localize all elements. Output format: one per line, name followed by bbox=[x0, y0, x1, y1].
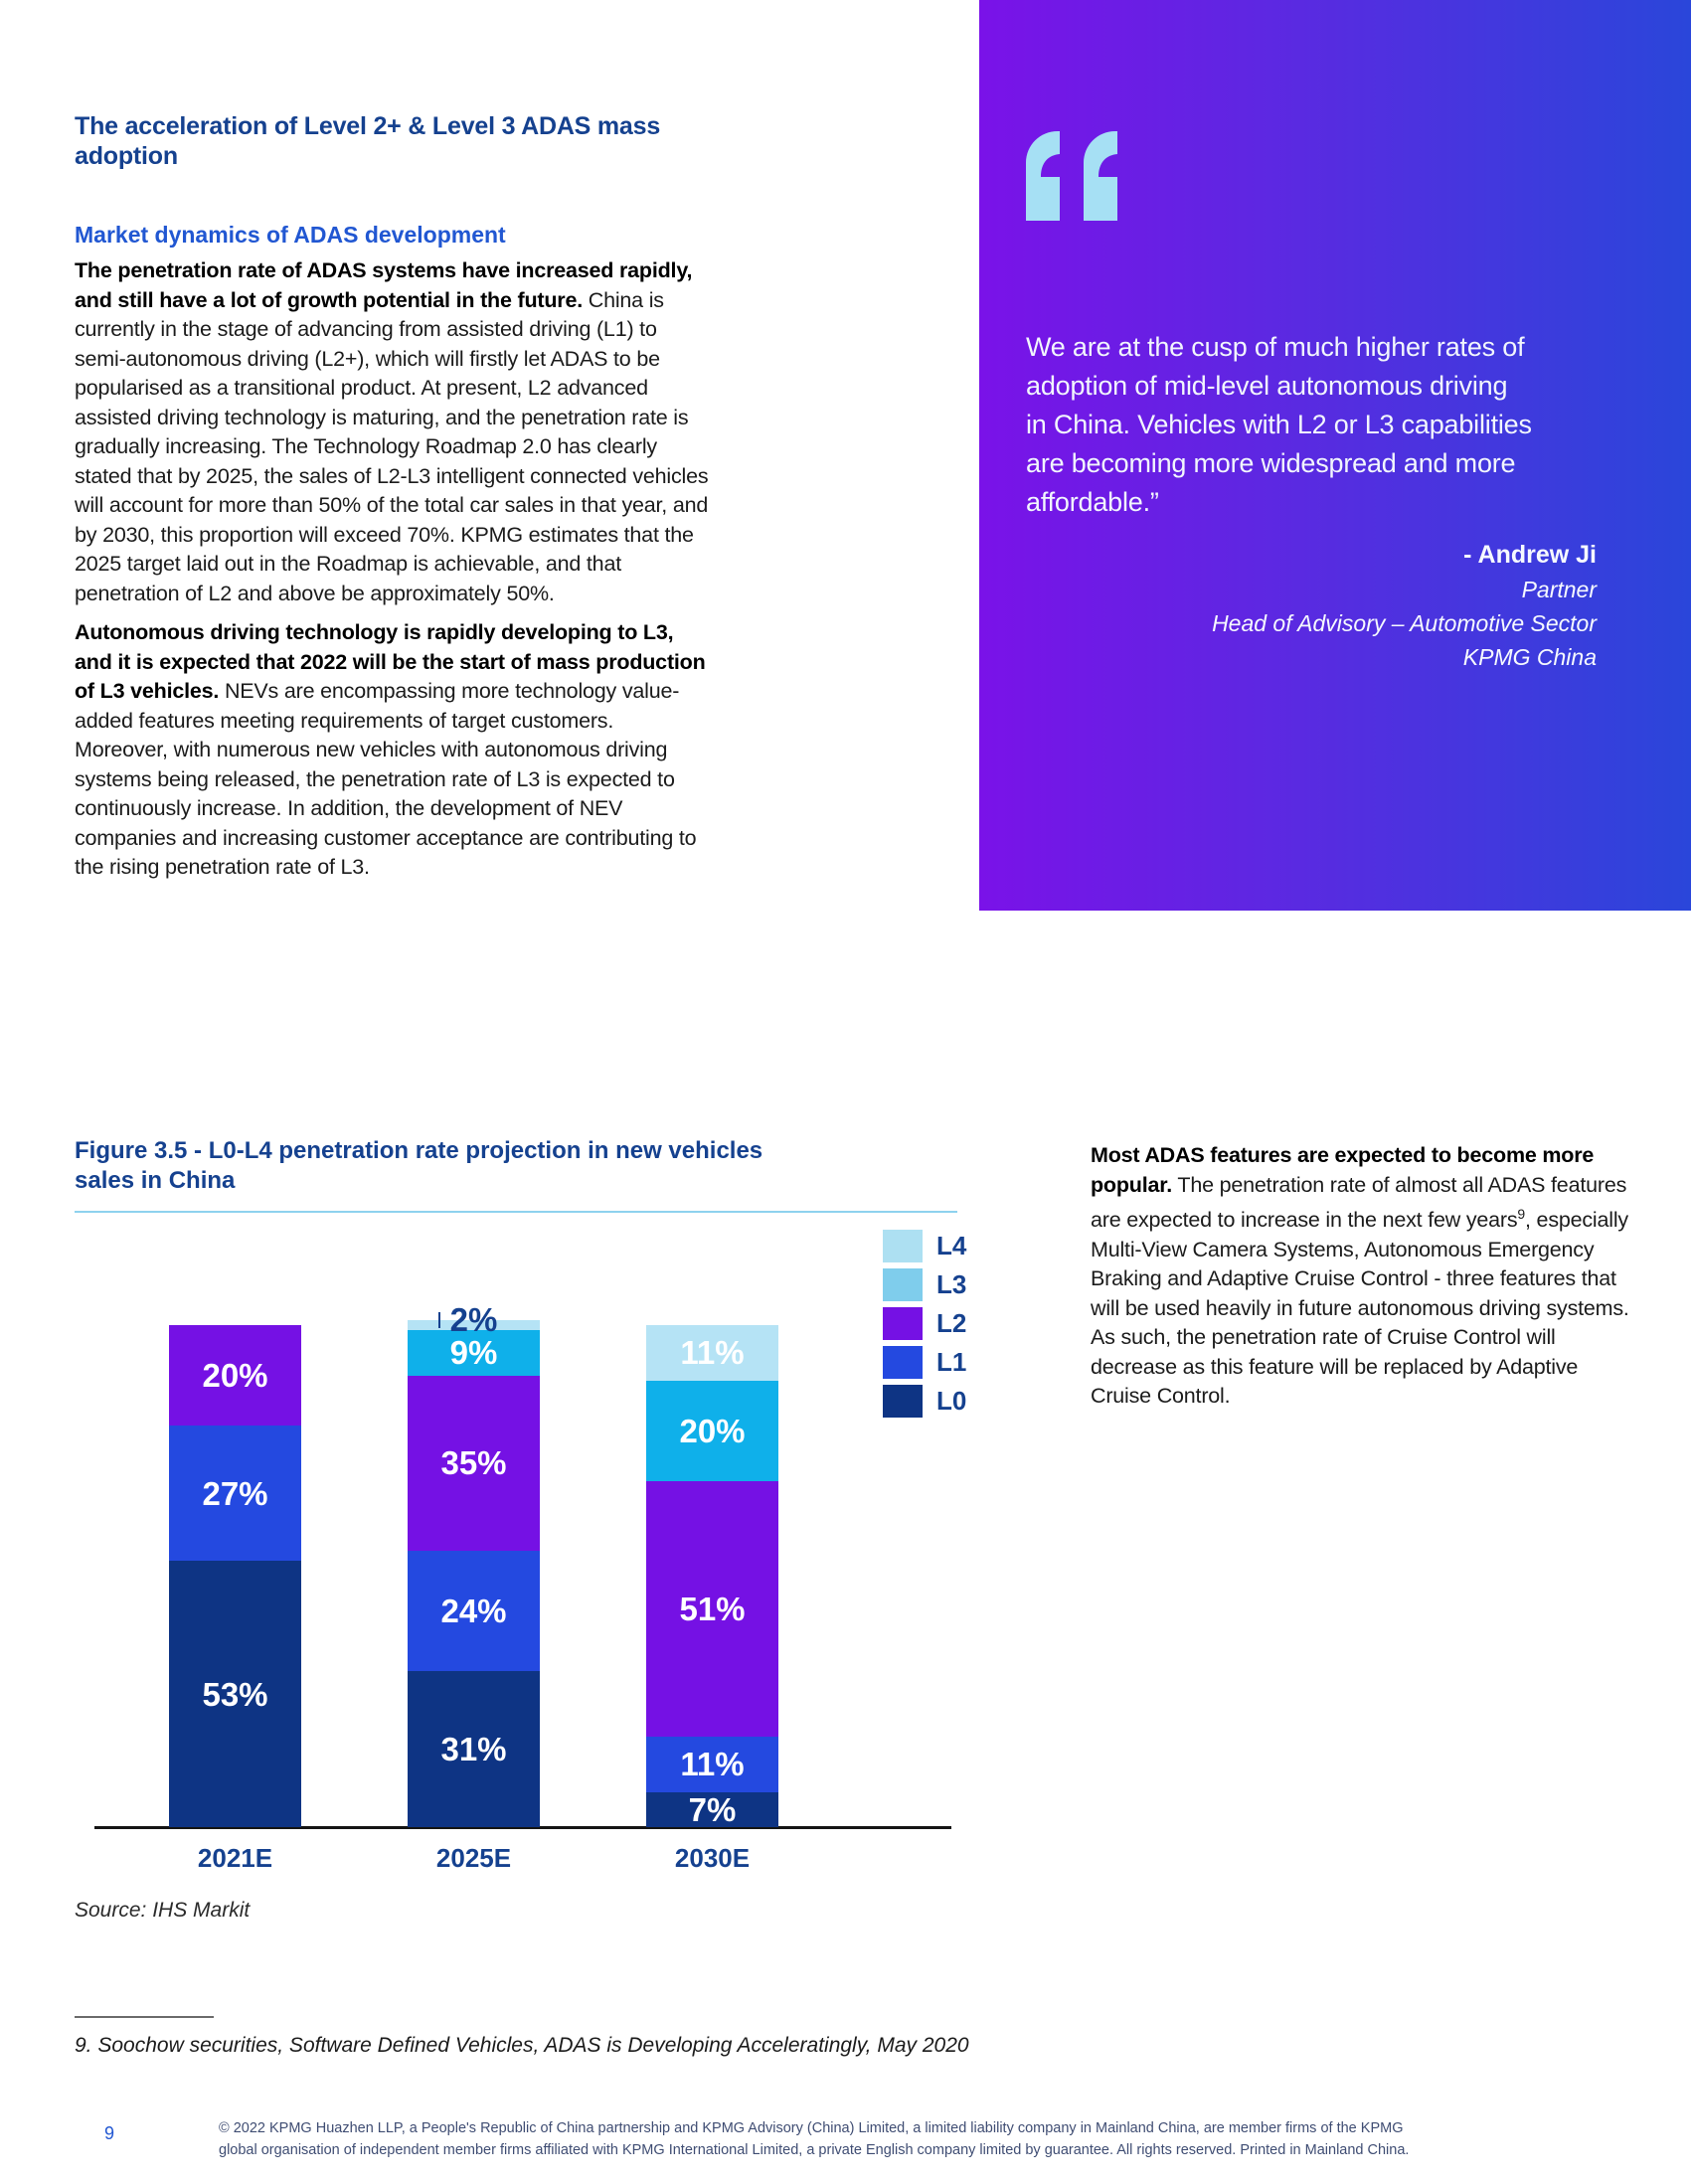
bar-segment-l1-2025e bbox=[408, 1551, 540, 1671]
double-quote-icon bbox=[1024, 129, 1119, 230]
x-axis-label-2025e: 2025E bbox=[435, 1843, 512, 1873]
quote-text: We are at the cusp of much higher rates of adoption of mid-level autonomous driving in China. Vehicles with L2 or L3 capabilities are becoming more widespread and more affordable.” bbox=[1026, 332, 1532, 517]
legend-label-l0: L0 bbox=[936, 1386, 967, 1416]
bar-column-2021e bbox=[169, 1325, 301, 1873]
bar-value-above-2025e: 2% bbox=[449, 1300, 498, 1338]
footer-legal-text bbox=[219, 2117, 1630, 2161]
bar-value-l1-2030e: 11% bbox=[680, 1746, 745, 1783]
section-subheading: Market dynamics of ADAS development bbox=[75, 222, 506, 248]
bar-segment-l2-2021e bbox=[169, 1325, 301, 1426]
chart-source: Source: IHS Markit bbox=[75, 1899, 251, 1922]
bar-value-l3-2025e: 9% bbox=[449, 1334, 498, 1372]
bar-stack-2025e bbox=[408, 1320, 540, 1827]
page-number: 9 bbox=[104, 2123, 115, 2143]
bar-segment-l0-2025e bbox=[408, 1671, 540, 1827]
bar-segment-l4-2030e bbox=[646, 1325, 778, 1381]
bar-segment-l3-2030e bbox=[646, 1381, 778, 1481]
right-paragraph-body-1: The penetration rate of almost all ADAS features are expected to increase in the next few years bbox=[1091, 1172, 1627, 1233]
right-paragraph-body-2: , especially Multi-View Camera Systems, Autonomous Emergency Braking and Adaptive Cruise Control - three features that will be used heavily in future autonomous driving systems. As such, the penetration rate of Cruise Control will decrease as this feature will be replaced by Adaptive Cruise Control. bbox=[1091, 1208, 1629, 1409]
bar-value-l4-2030e: 11% bbox=[680, 1334, 745, 1372]
footer-legal-line-1: © 2022 KPMG Huazhen LLP, a People's Republic of China partnership and KPMG Advisory (China) Limited, a limited liability company in Mainland China, are member firms of the KPMG bbox=[219, 2120, 1404, 2136]
bar-value-l0-2021e: 53% bbox=[202, 1675, 268, 1713]
quote-author-org: KPMG China bbox=[1462, 644, 1597, 670]
bar-value-l0-2025e: 31% bbox=[440, 1731, 507, 1768]
bar-value-l2-2025e: 35% bbox=[440, 1444, 507, 1482]
right-column bbox=[1091, 1141, 1632, 1412]
bar-value-l1-2025e: 24% bbox=[440, 1593, 507, 1630]
bar-segment-l0-2030e bbox=[646, 1792, 778, 1827]
paragraph-1-body: China is currently in the stage of advancing from assisted driving (L1) to semi-autonomous driving (L2+), which will firstly let ADAS to be popularised as a transitional product. At present, L2 advanced assisted driving technology is maturing, and the penetration rate is gradually increasing. The Technology Roadmap 2.0 has clearly stated that by 2025, the sales of L2-L3 intelligent connected vehicles will account for more than 50% of the total car sales in that year, and by 2030, this proportion will exceed 70%. KPMG estimates that the 2025 target laid out in the Roadmap is achievable, and that penetration of L2 and above be approximately 50%. bbox=[75, 287, 709, 605]
bar-segment-l1-2021e bbox=[169, 1426, 301, 1561]
bar-segment-l2-2030e bbox=[646, 1481, 778, 1738]
x-axis-label-2030e: 2030E bbox=[674, 1843, 751, 1873]
legend-label-l4: L4 bbox=[936, 1231, 967, 1260]
paragraph-2 bbox=[75, 618, 711, 883]
bar-segment-l1-2030e bbox=[646, 1737, 778, 1792]
figure-title: Figure 3.5 - L0-L4 penetration rate projection in new vehicles sales in China bbox=[75, 1137, 763, 1194]
figure-divider bbox=[75, 1211, 957, 1213]
quote-author: - Andrew Ji bbox=[1463, 541, 1597, 569]
quote-attribution bbox=[1040, 537, 1597, 674]
legend-label-l3: L3 bbox=[936, 1269, 967, 1299]
bar-value-l3-2030e: 20% bbox=[679, 1412, 746, 1449]
stacked-bar-chart bbox=[94, 1275, 951, 1873]
page-title: The acceleration of Level 2+ & Level 3 ADAS mass adoption bbox=[75, 112, 661, 170]
bar-value-l0-2030e: 7% bbox=[688, 1790, 737, 1828]
legend-label-l1: L1 bbox=[936, 1347, 967, 1377]
label-leader-line-2025e bbox=[438, 1312, 440, 1328]
bar-stack-2030e bbox=[646, 1325, 778, 1827]
footnote-reference: 9 bbox=[1517, 1206, 1526, 1222]
paragraph-2-body: NEVs are encompassing more technology value-added features meeting requirements of target customers. Moreover, with numerous new vehicles with autonomous driving systems being released, the penetration rate of L3 is expected to continuously increase. In addition, the development of NEV companies and increasing customer acceptance are contributing to the rising penetration rate of L3. bbox=[75, 679, 697, 879]
x-axis-label-2021e: 2021E bbox=[197, 1843, 273, 1873]
legend-item-l4 bbox=[883, 1230, 966, 1262]
paragraph-1-lead: The penetration rate of ADAS systems have increased rapidly, and still have a lot of growth potential in the future. bbox=[75, 258, 693, 312]
paragraph-2-lead: Autonomous driving technology is rapidly developing to L3, and it is expected that 2022 will be the start of mass production of L3 vehicles. bbox=[75, 620, 706, 703]
bar-value-l2-2021e: 20% bbox=[202, 1357, 268, 1395]
footer-legal-line-2: global organisation of independent member firms affiliated with KPMG International Limited, a private English company limited by guarantee. All rights reserved. Printed in Mainland China. bbox=[219, 2142, 1410, 2158]
bar-column-2030e bbox=[646, 1325, 778, 1873]
left-column bbox=[75, 111, 711, 893]
footnote-divider bbox=[75, 2016, 214, 2018]
paragraph-1 bbox=[75, 256, 711, 608]
legend-swatch-l4 bbox=[883, 1230, 923, 1262]
quote-author-role: Partner bbox=[1521, 577, 1597, 602]
bar-stack-2021e bbox=[169, 1325, 301, 1827]
bar-value-l1-2021e: 27% bbox=[202, 1474, 268, 1512]
bar-segment-l2-2025e bbox=[408, 1376, 540, 1552]
bar-segment-l0-2021e bbox=[169, 1561, 301, 1827]
bar-column-2025e bbox=[408, 1300, 540, 1873]
quote-author-title: Head of Advisory – Automotive Sector bbox=[1212, 610, 1597, 636]
footnote-text: 9. Soochow securities, Software Defined Vehicles, ADAS is Developing Acceleratingly, May 2020 bbox=[75, 2034, 969, 2057]
right-paragraph-lead: Most ADAS features are expected to become more popular. bbox=[1091, 1143, 1595, 1197]
bar-value-l2-2030e: 51% bbox=[679, 1590, 746, 1627]
legend-label-l2: L2 bbox=[936, 1308, 967, 1338]
pull-quote-panel bbox=[979, 0, 1691, 911]
